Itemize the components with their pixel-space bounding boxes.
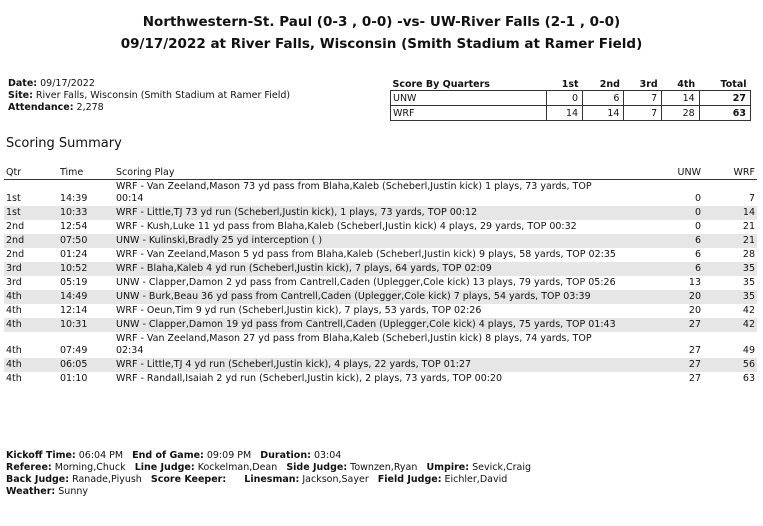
scoring-wrf: 28 bbox=[742, 249, 755, 260]
scoring-row bbox=[4, 276, 757, 290]
scoring-qtr: 4th bbox=[4, 358, 58, 372]
field-judge-value: Eichler,David bbox=[444, 474, 508, 485]
scoring-row bbox=[4, 290, 757, 304]
linesman-value: Jackson,Sayer bbox=[302, 474, 369, 485]
quarters-total: 27 bbox=[699, 91, 750, 106]
score-keeper-label: Score Keeper: bbox=[150, 474, 227, 485]
scoring-row bbox=[4, 180, 757, 207]
date-value: 09/17/2022 bbox=[40, 78, 95, 89]
quarters-header-total: Total bbox=[699, 78, 750, 91]
quarters-score: 7 bbox=[624, 106, 662, 121]
kickoff-value: 06:04 PM bbox=[78, 450, 124, 461]
scoring-wrf: 7 bbox=[748, 193, 755, 204]
end-label: End of Game: bbox=[132, 450, 204, 461]
scoring-time: 10:52 bbox=[58, 262, 114, 276]
game-site bbox=[8, 90, 290, 102]
quarters-score: 14 bbox=[662, 91, 699, 106]
scoring-qtr: 3rd bbox=[4, 262, 58, 276]
field-judge-label: Field Judge: bbox=[377, 474, 442, 485]
scoring-play: WRF - Blaha,Kaleb 4 yd run (Scheberl,Justin kick), 7 plays, 64 yards, TOP 02:09 bbox=[114, 262, 659, 276]
scoring-play: WRF - Kush,Luke 11 yd pass from Blaha,Kaleb (Scheberl,Justin kick) 4 plays, 29 yards, TOP 00:32 bbox=[116, 221, 577, 232]
scoring-time: 07:49 bbox=[60, 345, 88, 356]
scoring-qtr: 4th bbox=[6, 373, 22, 384]
scoring-unw: 27 bbox=[688, 373, 701, 384]
scoring-play: WRF - Randall,Isaiah 2 yd run (Scheberl,Justin kick), 2 plays, 73 yards, TOP 00:20 bbox=[116, 373, 503, 384]
scoring-qtr: 2nd bbox=[6, 221, 25, 232]
duration-value: 03:04 bbox=[313, 450, 342, 461]
scoring-time: 12:14 bbox=[60, 305, 88, 316]
scoring-qtr: 1st bbox=[4, 206, 58, 220]
quarters-header-2nd: 2nd bbox=[583, 78, 624, 91]
scoring-row bbox=[4, 206, 757, 220]
scoring-summary-table bbox=[4, 166, 757, 386]
scoring-qtr: 3rd bbox=[6, 277, 22, 288]
scoring-unw: 20 bbox=[659, 290, 703, 304]
scoring-wrf: 49 bbox=[742, 345, 755, 356]
quarters-score: 28 bbox=[662, 106, 699, 121]
quarters-score: 7 bbox=[624, 91, 662, 106]
scoring-row bbox=[4, 304, 757, 318]
duration-label: Duration: bbox=[260, 450, 311, 461]
kickoff-label: Kickoff Time: bbox=[6, 450, 76, 461]
game-title: Northwestern-St. Paul (0-3 , 0-0) -vs- UW-River Falls (2-1 , 0-0) bbox=[142, 14, 621, 30]
scoring-qtr: 2nd bbox=[4, 234, 58, 248]
scoring-unw: 27 bbox=[688, 345, 701, 356]
game-times bbox=[6, 450, 341, 462]
officials-line2 bbox=[6, 474, 507, 486]
scoring-wrf: 21 bbox=[703, 234, 757, 248]
quarters-row-wrf bbox=[391, 106, 751, 121]
end-value: 09:09 PM bbox=[206, 450, 252, 461]
scoring-play: WRF - Little,TJ 4 yd run (Scheberl,Justin kick), 4 plays, 22 yards, TOP 01:27 bbox=[114, 358, 659, 372]
scoring-time: 01:10 bbox=[60, 373, 88, 384]
col-qtr: Qtr bbox=[4, 166, 58, 180]
score-by-quarters-table bbox=[390, 78, 751, 121]
scoring-unw: 6 bbox=[659, 234, 703, 248]
scoring-wrf: 35 bbox=[742, 277, 755, 288]
scoring-wrf: 56 bbox=[703, 358, 757, 372]
scoring-wrf: 21 bbox=[742, 221, 755, 232]
game-date-location: 09/17/2022 at River Falls, Wisconsin (Smith Stadium at Ramer Field) bbox=[120, 36, 643, 52]
umpire-label: Umpire: bbox=[426, 462, 470, 473]
scoring-play: UNW - Kulinski,Bradly 25 yd interception ( ) bbox=[114, 234, 659, 248]
scoring-summary-title: Scoring Summary bbox=[6, 136, 122, 151]
col-time: Time bbox=[58, 166, 114, 180]
scoring-qtr: 4th bbox=[4, 290, 58, 304]
scoring-play: WRF - Little,TJ 73 yd run (Scheberl,Justin kick), 1 plays, 73 yards, TOP 00:12 bbox=[114, 206, 659, 220]
scoring-time: 14:49 bbox=[58, 290, 114, 304]
referee-label: Referee: bbox=[6, 462, 52, 473]
quarters-team: UNW bbox=[391, 91, 547, 106]
quarters-header-title: Score By Quarters bbox=[391, 78, 547, 91]
attendance-value: 2,278 bbox=[76, 102, 104, 113]
weather-label: Weather: bbox=[6, 486, 56, 497]
back-judge-label: Back Judge: bbox=[6, 474, 70, 485]
scoring-time: 10:33 bbox=[58, 206, 114, 220]
scoring-unw: 6 bbox=[659, 262, 703, 276]
quarters-header-1st: 1st bbox=[547, 78, 583, 91]
weather-line bbox=[6, 486, 88, 498]
linesman-label: Linesman: bbox=[244, 474, 300, 485]
quarters-score: 0 bbox=[547, 91, 583, 106]
scoring-play: UNW - Clapper,Damon 19 yd pass from Cantrell,Caden (Uplegger,Cole kick) 4 plays, 75 yards, TOP 01:43 bbox=[114, 318, 659, 332]
scoring-play: WRF - Van Zeeland,Mason 5 yd pass from Blaha,Kaleb (Scheberl,Justin kick) 9 plays, 58 yards, TOP 02:35 bbox=[116, 249, 616, 260]
scoring-unw: 27 bbox=[659, 358, 703, 372]
side-judge-label: Side Judge: bbox=[286, 462, 348, 473]
scoring-unw: 20 bbox=[688, 305, 701, 316]
site-label: Site: bbox=[8, 90, 33, 101]
scoring-qtr: 4th bbox=[6, 345, 22, 356]
scoring-wrf: 35 bbox=[703, 290, 757, 304]
scoring-wrf: 42 bbox=[703, 318, 757, 332]
quarters-total: 63 bbox=[699, 106, 750, 121]
game-date bbox=[8, 78, 95, 90]
officials-line1 bbox=[6, 462, 531, 474]
quarters-score: 14 bbox=[583, 106, 624, 121]
scoring-time: 12:54 bbox=[60, 221, 88, 232]
site-value: River Falls, Wisconsin (Smith Stadium at Ramer Field) bbox=[35, 90, 291, 101]
date-label: Date: bbox=[8, 78, 38, 89]
quarters-header-4th: 4th bbox=[662, 78, 699, 91]
scoring-time: 07:50 bbox=[58, 234, 114, 248]
scoring-row bbox=[4, 234, 757, 248]
scoring-wrf: 14 bbox=[703, 206, 757, 220]
back-judge-value: Ranade,Piyush bbox=[72, 474, 142, 485]
scoring-play: WRF - Van Zeeland,Mason 73 yd pass from Blaha,Kaleb (Scheberl,Justin kick) 1 plays, 73 yards, TOP 00:14 bbox=[116, 181, 592, 204]
scoring-wrf: 63 bbox=[742, 373, 755, 384]
scoring-qtr: 4th bbox=[6, 305, 22, 316]
attendance-label: Attendance: bbox=[8, 102, 74, 113]
scoring-qtr: 1st bbox=[6, 193, 21, 204]
quarters-team: WRF bbox=[391, 106, 547, 121]
scoring-play: UNW - Clapper,Damon 2 yd pass from Cantrell,Caden (Uplegger,Cole kick) 13 plays, 79 yards, TOP 05:26 bbox=[116, 277, 616, 288]
quarters-score: 14 bbox=[547, 106, 583, 121]
scoring-time: 14:39 bbox=[60, 193, 88, 204]
scoring-row bbox=[4, 332, 757, 358]
scoring-play: WRF - Oeun,Tim 9 yd run (Scheberl,Justin kick), 7 plays, 53 yards, TOP 02:26 bbox=[116, 305, 482, 316]
col-wrf: WRF bbox=[703, 166, 757, 180]
side-judge-value: Townzen,Ryan bbox=[350, 462, 418, 473]
scoring-unw: 6 bbox=[694, 249, 701, 260]
col-unw: UNW bbox=[659, 166, 703, 180]
weather-value: Sunny bbox=[58, 486, 88, 497]
scoring-row bbox=[4, 372, 757, 386]
scoring-row bbox=[4, 358, 757, 372]
scoring-play: WRF - Van Zeeland,Mason 27 yd pass from Blaha,Kaleb (Scheberl,Justin kick) 8 plays, 74 yards, TOP 02:34 bbox=[116, 333, 592, 356]
scoring-time: 05:19 bbox=[60, 277, 88, 288]
scoring-wrf: 35 bbox=[703, 262, 757, 276]
scoring-unw: 13 bbox=[688, 277, 701, 288]
referee-value: Morning,Chuck bbox=[54, 462, 126, 473]
scoring-unw: 0 bbox=[694, 221, 701, 232]
game-attendance bbox=[8, 102, 104, 114]
scoring-wrf: 42 bbox=[742, 305, 755, 316]
scoring-time: 01:24 bbox=[60, 249, 88, 260]
line-judge-label: Line Judge: bbox=[134, 462, 195, 473]
scoring-time: 10:31 bbox=[58, 318, 114, 332]
quarters-row-unw bbox=[391, 91, 751, 106]
scoring-unw: 0 bbox=[694, 193, 701, 204]
scoring-play: UNW - Burk,Beau 36 yd pass from Cantrell,Caden (Uplegger,Cole kick) 7 plays, 54 yards, TOP 03:39 bbox=[114, 290, 659, 304]
line-judge-value: Kockelman,Dean bbox=[197, 462, 278, 473]
scoring-row bbox=[4, 318, 757, 332]
scoring-unw: 27 bbox=[659, 318, 703, 332]
col-scoring-play: Scoring Play bbox=[114, 166, 659, 180]
scoring-qtr: 4th bbox=[4, 318, 58, 332]
scoring-row bbox=[4, 248, 757, 262]
scoring-qtr: 2nd bbox=[6, 249, 25, 260]
quarters-header-3rd: 3rd bbox=[624, 78, 662, 91]
quarters-score: 6 bbox=[583, 91, 624, 106]
scoring-row bbox=[4, 262, 757, 276]
umpire-value: Sevick,Craig bbox=[472, 462, 531, 473]
scoring-row bbox=[4, 220, 757, 234]
scoring-unw: 0 bbox=[659, 206, 703, 220]
scoring-time: 06:05 bbox=[58, 358, 114, 372]
